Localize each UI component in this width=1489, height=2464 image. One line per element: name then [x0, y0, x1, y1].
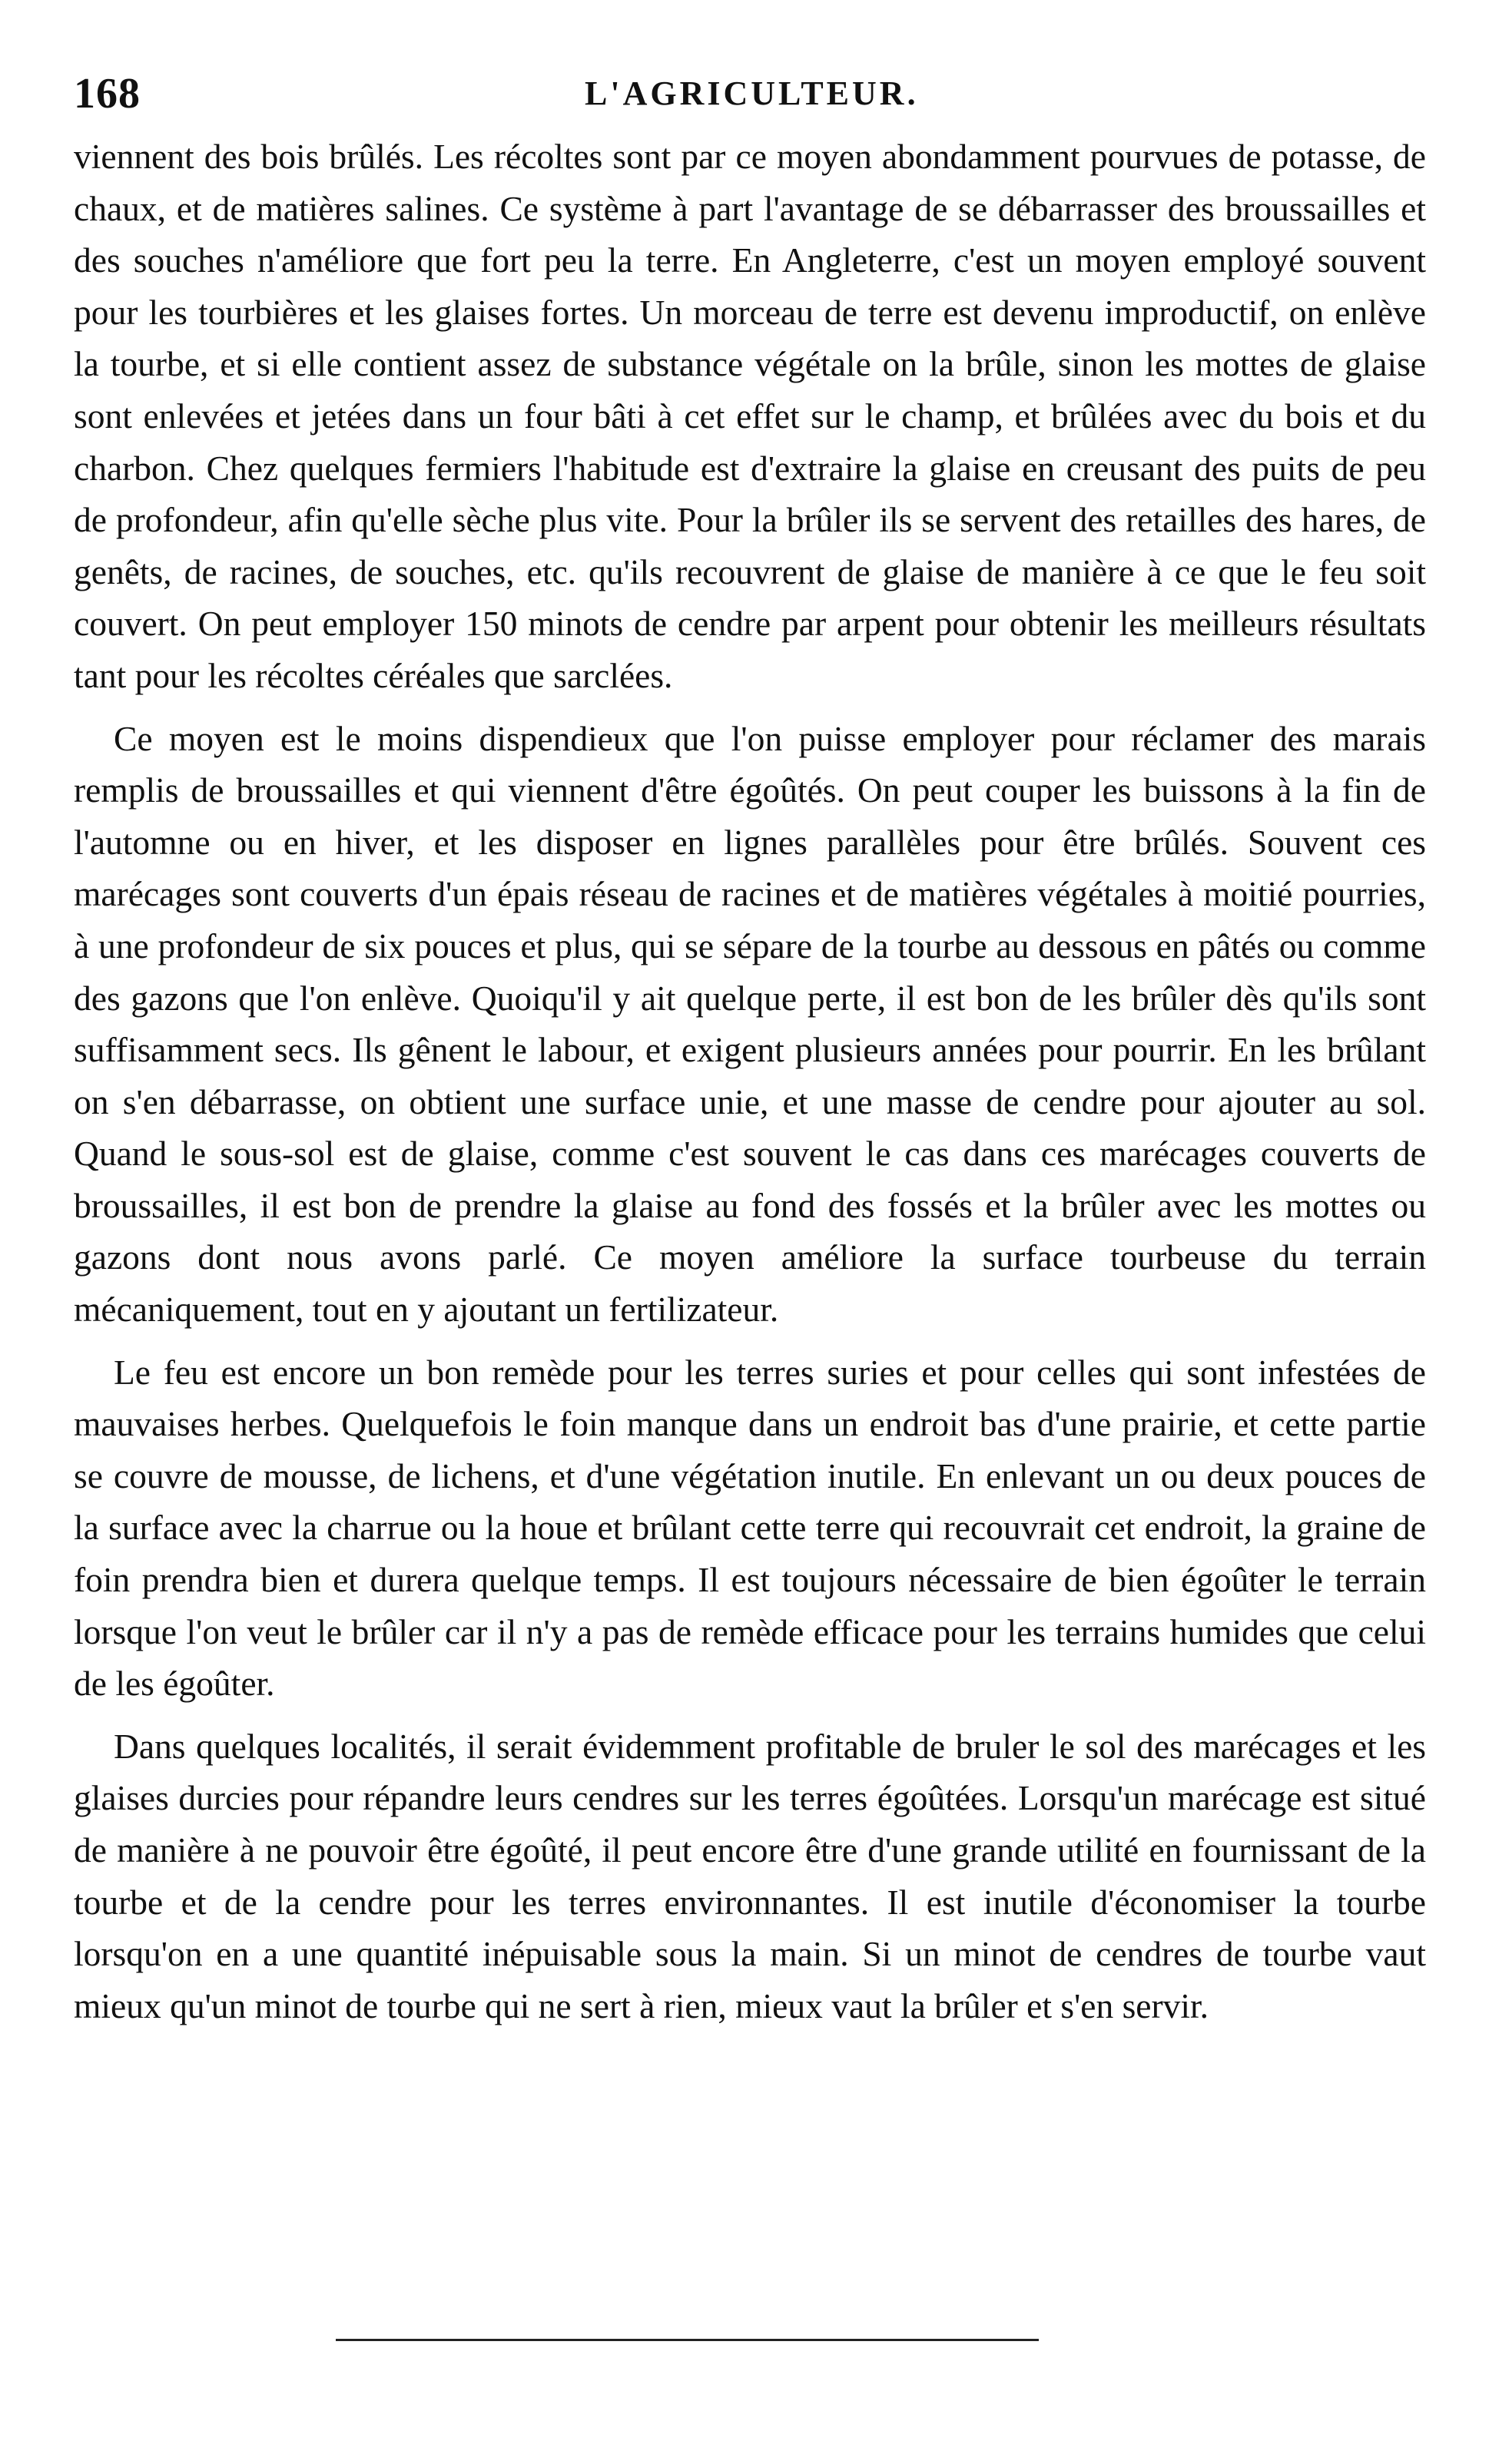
page-number: 168	[74, 70, 141, 118]
end-rule	[336, 2339, 1039, 2341]
paragraph: viennent des bois brûlés. Les récoltes sont par ce moyen abondamment pourvues de potasse, de chaux, et de matières salines. Ce système à part l'avantage de se débarrasser des broussailles et des souches n'améliore que fort peu la terre. En Angleterre, c'est un moyen employé souvent pour les tourbières et les glaises fortes. Un morceau de terre est devenu improductif, on enlève la tourbe, et si elle contient assez de substance végétale on la brûle, sinon les mottes de glaise sont enlevées et jetées dans un four bâti à cet effet sur le champ, et brûlées avec du bois et du charbon. Chez quelques fermiers l'habitude est d'extraire la glaise en creusant des puits de peu de profondeur, afin qu'elle sèche plus vite. Pour la brûler ils se servent des retailles des hares, de genêts, de racines, de souches, etc. qu'ils recouvrent de glaise de manière à ce que le feu soit couvert. On peut employer 150 minots de cendre par arpent pour obtenir les meilleurs résultats tant pour les récoltes céréales que sarclées.	[74, 137, 1426, 695]
paragraph: Dans quelques localités, il serait évidemment profitable de bruler le sol des marécages et les glaises durcies pour répandre leurs cendres sur les terres égoûtées. Lorsqu'un marécage est situé de manière à ne pouvoir être égoûté, il peut encore être d'une grande utilité en fournissant de la tourbe et de la cendre pour les terres environnantes. Il est inutile d'économiser la tourbe lorsqu'on en a une quantité inépuisable sous la main. Si un minot de cendres de tourbe vaut mieux qu'un minot de tourbe qui ne sert à rien, mieux vaut la brûler et s'en servir.	[74, 1726, 1426, 2025]
running-title: L'AGRICULTEUR.	[585, 75, 919, 112]
book-page	[74, 54, 1426, 2032]
paragraph: Ce moyen est le moins dispendieux que l'on puisse employer pour réclamer des marais remplis de broussailles et qui viennent d'être égoûtés. On peut couper les buissons à la fin de l'automne ou en hiver, et les disposer en lignes parallèles pour être brûlés. Souvent ces marécages sont couverts d'un épais réseau de racines et de matières végétales à moitié pourries, à une profondeur de six pouces et plus, qui se sépare de la tourbe au dessous en pâtés ou comme des gazons que l'on enlève. Quoiqu'il y ait quelque perte, il est bon de les brûler dès qu'ils sont suffisamment secs. Ils gênent le labour, et exigent plusieurs années pour pourrir. En les brûlant on s'en débarrasse, on obtient une surface unie, et une masse de cendre pour ajouter au sol. Quand le sous-sol est de glaise, comme c'est souvent le cas dans ces marécages couverts de broussailles, il est bon de prendre la glaise au fond des fossés et la brûler avec les mottes ou gazons dont nous avons parlé. Ce moyen améliore la surface tourbeuse du terrain mécaniquement, tout en y ajoutant un fertilizateur.	[74, 718, 1426, 1330]
running-head	[74, 54, 1426, 131]
paragraph: Le feu est encore un bon remède pour les terres suries et pour celles qui sont infestées de mauvaises herbes. Quelquefois le foin manque dans un endroit bas d'une prairie, et cette partie se couvre de mousse, de lichens, et d'une végétation inutile. En enlevant un ou deux pouces de la surface avec la charrue ou la houe et brûlant cette terre qui recouvrait cet endroit, la graine de foin prendra bien et durera quelque temps. Il est toujours nécessaire de bien égoûter le terrain lorsque l'on veut le brûler car il n'y a pas de remède efficace pour les terrains humides que celui de les égoûter.	[74, 1352, 1426, 1704]
body-text	[74, 131, 1426, 2032]
